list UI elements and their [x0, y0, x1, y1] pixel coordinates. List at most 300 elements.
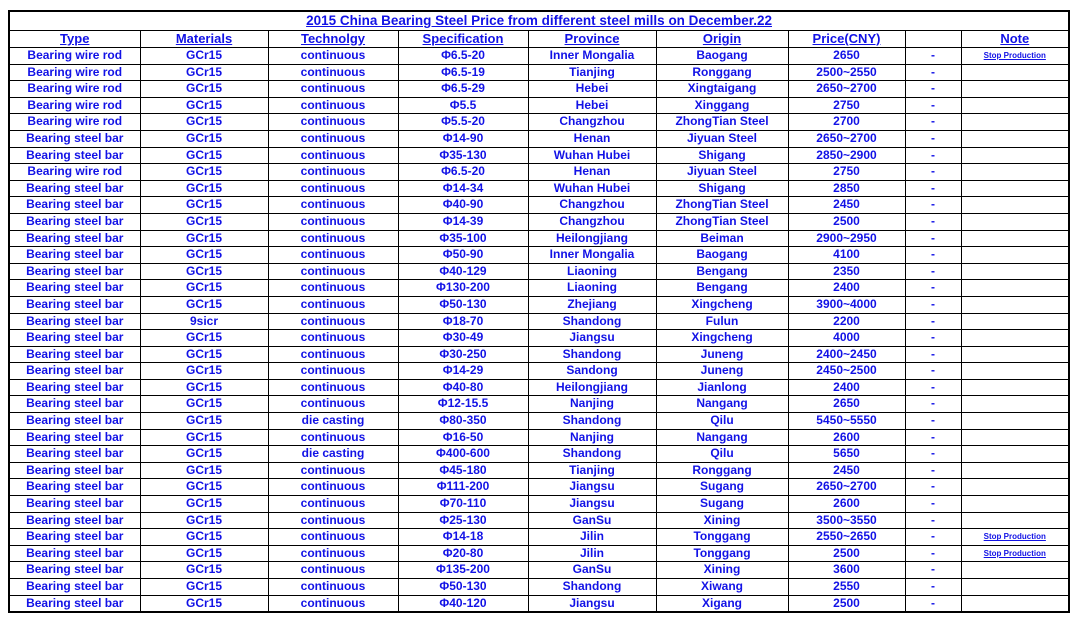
- cell-dash: -: [905, 479, 961, 496]
- price-table: [8, 10, 1070, 613]
- cell-dash: -: [905, 48, 961, 65]
- cell-price: 2700: [788, 114, 905, 131]
- cell-province: Zhejiang: [528, 296, 656, 313]
- cell-note: [961, 479, 1069, 496]
- cell-type: Bearing wire rod: [9, 164, 140, 181]
- cell-origin: Tonggang: [656, 545, 788, 562]
- cell-materials: GCr15: [140, 180, 268, 197]
- cell-materials: GCr15: [140, 263, 268, 280]
- table-row: [9, 446, 1069, 463]
- cell-specification: Φ50-130: [398, 296, 528, 313]
- table-row: [9, 313, 1069, 330]
- cell-specification: Φ14-18: [398, 529, 528, 546]
- cell-technology: continuous: [268, 545, 398, 562]
- cell-materials: GCr15: [140, 413, 268, 430]
- cell-price: 2500~2550: [788, 64, 905, 81]
- cell-materials: GCr15: [140, 346, 268, 363]
- cell-type: Bearing steel bar: [9, 346, 140, 363]
- cell-dash: -: [905, 197, 961, 214]
- cell-price: 3600: [788, 562, 905, 579]
- cell-materials: GCr15: [140, 280, 268, 297]
- cell-price: 5450~5550: [788, 413, 905, 430]
- cell-materials: GCr15: [140, 130, 268, 147]
- cell-province: Inner Mongalia: [528, 247, 656, 264]
- cell-note: [961, 197, 1069, 214]
- cell-origin: Ronggang: [656, 462, 788, 479]
- cell-province: Shandong: [528, 446, 656, 463]
- cell-dash: -: [905, 114, 961, 131]
- cell-price: 2500: [788, 595, 905, 612]
- cell-dash: -: [905, 462, 961, 479]
- cell-specification: Φ111-200: [398, 479, 528, 496]
- cell-province: GanSu: [528, 562, 656, 579]
- cell-type: Bearing wire rod: [9, 114, 140, 131]
- cell-note: [961, 396, 1069, 413]
- cell-province: Sandong: [528, 363, 656, 380]
- cell-price: 2650: [788, 48, 905, 65]
- cell-dash: -: [905, 512, 961, 529]
- cell-type: Bearing steel bar: [9, 280, 140, 297]
- table-row: [9, 330, 1069, 347]
- cell-specification: Φ50-90: [398, 247, 528, 264]
- column-header-technology: Technolgy: [268, 31, 398, 48]
- cell-price: 2850~2900: [788, 147, 905, 164]
- column-header-materials: Materials: [140, 31, 268, 48]
- cell-type: Bearing steel bar: [9, 230, 140, 247]
- column-header-origin: Origin: [656, 31, 788, 48]
- table-row: [9, 64, 1069, 81]
- cell-materials: GCr15: [140, 429, 268, 446]
- column-header-dash: [905, 31, 961, 48]
- cell-type: Bearing steel bar: [9, 330, 140, 347]
- cell-materials: GCr15: [140, 81, 268, 98]
- table-row: [9, 363, 1069, 380]
- cell-origin: Qilu: [656, 446, 788, 463]
- table-row: [9, 512, 1069, 529]
- cell-note: Stop Production: [961, 529, 1069, 546]
- cell-technology: continuous: [268, 48, 398, 65]
- cell-dash: -: [905, 446, 961, 463]
- cell-note: [961, 114, 1069, 131]
- cell-province: Tianjing: [528, 64, 656, 81]
- cell-technology: continuous: [268, 529, 398, 546]
- cell-materials: GCr15: [140, 114, 268, 131]
- cell-technology: continuous: [268, 197, 398, 214]
- table-row: [9, 529, 1069, 546]
- cell-type: Bearing wire rod: [9, 48, 140, 65]
- cell-type: Bearing steel bar: [9, 180, 140, 197]
- cell-origin: Beiman: [656, 230, 788, 247]
- cell-origin: ZhongTian Steel: [656, 213, 788, 230]
- cell-technology: continuous: [268, 479, 398, 496]
- cell-materials: GCr15: [140, 363, 268, 380]
- cell-price: 4000: [788, 330, 905, 347]
- cell-specification: Φ400-600: [398, 446, 528, 463]
- cell-type: Bearing steel bar: [9, 130, 140, 147]
- table-row: [9, 180, 1069, 197]
- cell-type: Bearing steel bar: [9, 512, 140, 529]
- cell-note: [961, 97, 1069, 114]
- cell-specification: Φ40-120: [398, 595, 528, 612]
- cell-origin: Xinggang: [656, 97, 788, 114]
- cell-price: 3500~3550: [788, 512, 905, 529]
- cell-materials: GCr15: [140, 512, 268, 529]
- cell-technology: continuous: [268, 97, 398, 114]
- cell-dash: -: [905, 280, 961, 297]
- cell-origin: Juneng: [656, 363, 788, 380]
- cell-type: Bearing steel bar: [9, 197, 140, 214]
- cell-price: 2750: [788, 97, 905, 114]
- cell-materials: GCr15: [140, 97, 268, 114]
- cell-type: Bearing steel bar: [9, 545, 140, 562]
- cell-origin: Qilu: [656, 413, 788, 430]
- cell-origin: Shigang: [656, 180, 788, 197]
- cell-price: 2850: [788, 180, 905, 197]
- cell-province: Nanjing: [528, 396, 656, 413]
- cell-note: Stop Production: [961, 48, 1069, 65]
- table-row: [9, 413, 1069, 430]
- cell-dash: -: [905, 363, 961, 380]
- cell-specification: Φ14-90: [398, 130, 528, 147]
- cell-dash: -: [905, 180, 961, 197]
- cell-materials: GCr15: [140, 545, 268, 562]
- cell-technology: continuous: [268, 296, 398, 313]
- cell-note: [961, 164, 1069, 181]
- cell-note: [961, 296, 1069, 313]
- cell-specification: Φ80-350: [398, 413, 528, 430]
- cell-price: 2750: [788, 164, 905, 181]
- cell-origin: Fulun: [656, 313, 788, 330]
- cell-origin: Xingcheng: [656, 330, 788, 347]
- cell-note: [961, 595, 1069, 612]
- cell-origin: Sugang: [656, 479, 788, 496]
- cell-technology: continuous: [268, 429, 398, 446]
- column-header-note: Note: [961, 31, 1069, 48]
- cell-price: 2650~2700: [788, 130, 905, 147]
- cell-origin: Nangang: [656, 396, 788, 413]
- column-header-province: Province: [528, 31, 656, 48]
- cell-specification: Φ14-29: [398, 363, 528, 380]
- cell-dash: -: [905, 429, 961, 446]
- cell-dash: -: [905, 330, 961, 347]
- table-row: [9, 114, 1069, 131]
- cell-note: [961, 446, 1069, 463]
- cell-dash: -: [905, 130, 961, 147]
- cell-type: Bearing steel bar: [9, 595, 140, 612]
- cell-specification: Φ50-130: [398, 579, 528, 596]
- cell-technology: continuous: [268, 512, 398, 529]
- cell-dash: -: [905, 496, 961, 513]
- cell-province: Wuhan Hubei: [528, 180, 656, 197]
- table-row: [9, 396, 1069, 413]
- cell-note: [961, 230, 1069, 247]
- cell-technology: continuous: [268, 363, 398, 380]
- table-row: [9, 579, 1069, 596]
- cell-price: 2650~2700: [788, 81, 905, 98]
- cell-province: Liaoning: [528, 263, 656, 280]
- table-row: [9, 429, 1069, 446]
- cell-type: Bearing wire rod: [9, 64, 140, 81]
- cell-technology: continuous: [268, 130, 398, 147]
- cell-type: Bearing steel bar: [9, 429, 140, 446]
- cell-origin: Nangang: [656, 429, 788, 446]
- cell-technology: die casting: [268, 446, 398, 463]
- cell-technology: continuous: [268, 263, 398, 280]
- cell-specification: Φ16-50: [398, 429, 528, 446]
- cell-note: [961, 579, 1069, 596]
- table-row: [9, 81, 1069, 98]
- cell-materials: GCr15: [140, 247, 268, 264]
- cell-specification: Φ14-34: [398, 180, 528, 197]
- cell-price: 2450~2500: [788, 363, 905, 380]
- cell-specification: Φ40-129: [398, 263, 528, 280]
- cell-price: 2500: [788, 545, 905, 562]
- cell-dash: -: [905, 97, 961, 114]
- cell-dash: -: [905, 247, 961, 264]
- table-row: [9, 496, 1069, 513]
- cell-province: Hebei: [528, 81, 656, 98]
- page-title: 2015 China Bearing Steel Price from different steel mills on December.22: [9, 11, 1069, 31]
- cell-price: 2350: [788, 263, 905, 280]
- cell-price: 2500: [788, 213, 905, 230]
- cell-type: Bearing steel bar: [9, 446, 140, 463]
- cell-note: [961, 147, 1069, 164]
- cell-materials: GCr15: [140, 230, 268, 247]
- cell-origin: Juneng: [656, 346, 788, 363]
- cell-specification: Φ40-90: [398, 197, 528, 214]
- cell-price: 2600: [788, 429, 905, 446]
- cell-note: [961, 280, 1069, 297]
- cell-origin: Xiwang: [656, 579, 788, 596]
- cell-note: [961, 213, 1069, 230]
- cell-note: [961, 180, 1069, 197]
- cell-technology: continuous: [268, 147, 398, 164]
- cell-dash: -: [905, 296, 961, 313]
- cell-price: 2650~2700: [788, 479, 905, 496]
- cell-technology: continuous: [268, 313, 398, 330]
- cell-type: Bearing steel bar: [9, 363, 140, 380]
- cell-origin: ZhongTian Steel: [656, 197, 788, 214]
- cell-province: Liaoning: [528, 280, 656, 297]
- cell-note: [961, 263, 1069, 280]
- cell-origin: Baogang: [656, 48, 788, 65]
- table-row: [9, 197, 1069, 214]
- cell-note: [961, 130, 1069, 147]
- table-row: [9, 346, 1069, 363]
- cell-materials: GCr15: [140, 579, 268, 596]
- cell-technology: continuous: [268, 496, 398, 513]
- cell-price: 2600: [788, 496, 905, 513]
- column-header-type: Type: [9, 31, 140, 48]
- table-row: [9, 164, 1069, 181]
- cell-price: 2400: [788, 379, 905, 396]
- cell-materials: GCr15: [140, 330, 268, 347]
- cell-type: Bearing steel bar: [9, 213, 140, 230]
- cell-specification: Φ40-80: [398, 379, 528, 396]
- cell-note: [961, 247, 1069, 264]
- table-row: [9, 595, 1069, 612]
- cell-materials: GCr15: [140, 479, 268, 496]
- cell-type: Bearing steel bar: [9, 396, 140, 413]
- table-row: [9, 130, 1069, 147]
- cell-specification: Φ5.5: [398, 97, 528, 114]
- cell-price: 2450: [788, 197, 905, 214]
- cell-type: Bearing steel bar: [9, 496, 140, 513]
- cell-materials: GCr15: [140, 496, 268, 513]
- cell-technology: die casting: [268, 413, 398, 430]
- cell-note: [961, 379, 1069, 396]
- cell-materials: GCr15: [140, 213, 268, 230]
- cell-province: Jiangsu: [528, 595, 656, 612]
- cell-dash: -: [905, 346, 961, 363]
- table-row: [9, 462, 1069, 479]
- column-header-specification: Specification: [398, 31, 528, 48]
- cell-specification: Φ6.5-20: [398, 164, 528, 181]
- cell-type: Bearing steel bar: [9, 313, 140, 330]
- cell-note: [961, 429, 1069, 446]
- cell-materials: GCr15: [140, 379, 268, 396]
- cell-technology: continuous: [268, 379, 398, 396]
- cell-province: Nanjing: [528, 429, 656, 446]
- cell-technology: continuous: [268, 396, 398, 413]
- cell-materials: GCr15: [140, 64, 268, 81]
- cell-note: [961, 64, 1069, 81]
- cell-province: Henan: [528, 130, 656, 147]
- table-row: [9, 296, 1069, 313]
- title-row: [9, 11, 1069, 31]
- table-row: [9, 247, 1069, 264]
- cell-dash: -: [905, 579, 961, 596]
- cell-technology: continuous: [268, 114, 398, 131]
- cell-origin: Bengang: [656, 280, 788, 297]
- cell-province: Jilin: [528, 545, 656, 562]
- cell-type: Bearing wire rod: [9, 97, 140, 114]
- cell-technology: continuous: [268, 213, 398, 230]
- cell-province: Tianjing: [528, 462, 656, 479]
- price-sheet: [8, 10, 1070, 613]
- cell-province: Changzhou: [528, 213, 656, 230]
- cell-specification: Φ35-100: [398, 230, 528, 247]
- cell-dash: -: [905, 396, 961, 413]
- cell-technology: continuous: [268, 330, 398, 347]
- cell-specification: Φ25-130: [398, 512, 528, 529]
- table-row: [9, 97, 1069, 114]
- cell-materials: GCr15: [140, 147, 268, 164]
- cell-dash: -: [905, 64, 961, 81]
- cell-technology: continuous: [268, 346, 398, 363]
- cell-specification: Φ6.5-29: [398, 81, 528, 98]
- cell-origin: Sugang: [656, 496, 788, 513]
- cell-province: Inner Mongalia: [528, 48, 656, 65]
- cell-dash: -: [905, 562, 961, 579]
- cell-specification: Φ70-110: [398, 496, 528, 513]
- cell-province: Changzhou: [528, 197, 656, 214]
- table-row: [9, 48, 1069, 65]
- cell-dash: -: [905, 147, 961, 164]
- table-row: [9, 230, 1069, 247]
- table-row: [9, 213, 1069, 230]
- cell-province: Shandong: [528, 579, 656, 596]
- cell-note: [961, 346, 1069, 363]
- cell-type: Bearing steel bar: [9, 147, 140, 164]
- cell-price: 2550: [788, 579, 905, 596]
- cell-note: [961, 313, 1069, 330]
- cell-materials: GCr15: [140, 48, 268, 65]
- column-header-price: Price(CNY): [788, 31, 905, 48]
- cell-technology: continuous: [268, 81, 398, 98]
- cell-price: 2900~2950: [788, 230, 905, 247]
- cell-specification: Φ18-70: [398, 313, 528, 330]
- cell-province: Shandong: [528, 346, 656, 363]
- cell-type: Bearing steel bar: [9, 247, 140, 264]
- table-row: [9, 147, 1069, 164]
- cell-materials: GCr15: [140, 164, 268, 181]
- cell-origin: Bengang: [656, 263, 788, 280]
- cell-province: Jiangsu: [528, 496, 656, 513]
- cell-technology: continuous: [268, 164, 398, 181]
- cell-dash: -: [905, 230, 961, 247]
- cell-type: Bearing wire rod: [9, 81, 140, 98]
- cell-note: [961, 496, 1069, 513]
- cell-province: GanSu: [528, 512, 656, 529]
- cell-technology: continuous: [268, 247, 398, 264]
- cell-province: Heilongjiang: [528, 379, 656, 396]
- cell-dash: -: [905, 529, 961, 546]
- cell-province: Shandong: [528, 313, 656, 330]
- cell-province: Jiangsu: [528, 479, 656, 496]
- cell-province: Wuhan Hubei: [528, 147, 656, 164]
- cell-note: [961, 81, 1069, 98]
- cell-materials: GCr15: [140, 296, 268, 313]
- cell-specification: Φ35-130: [398, 147, 528, 164]
- table-row: [9, 479, 1069, 496]
- cell-province: Shandong: [528, 413, 656, 430]
- cell-specification: Φ14-39: [398, 213, 528, 230]
- cell-note: [961, 462, 1069, 479]
- cell-price: 2400: [788, 280, 905, 297]
- cell-price: 2450: [788, 462, 905, 479]
- cell-origin: Baogang: [656, 247, 788, 264]
- cell-origin: Jiyuan Steel: [656, 130, 788, 147]
- cell-specification: Φ20-80: [398, 545, 528, 562]
- table-row: [9, 280, 1069, 297]
- cell-type: Bearing steel bar: [9, 579, 140, 596]
- cell-origin: Jianlong: [656, 379, 788, 396]
- cell-specification: Φ130-200: [398, 280, 528, 297]
- cell-specification: Φ12-15.5: [398, 396, 528, 413]
- cell-note: Stop Production: [961, 545, 1069, 562]
- cell-origin: ZhongTian Steel: [656, 114, 788, 131]
- cell-origin: Ronggang: [656, 64, 788, 81]
- cell-province: Jiangsu: [528, 330, 656, 347]
- cell-materials: GCr15: [140, 529, 268, 546]
- cell-dash: -: [905, 313, 961, 330]
- cell-technology: continuous: [268, 595, 398, 612]
- cell-technology: continuous: [268, 180, 398, 197]
- cell-province: Changzhou: [528, 114, 656, 131]
- cell-price: 5650: [788, 446, 905, 463]
- table-row: [9, 562, 1069, 579]
- cell-specification: Φ30-250: [398, 346, 528, 363]
- cell-technology: continuous: [268, 462, 398, 479]
- cell-type: Bearing steel bar: [9, 529, 140, 546]
- cell-province: Jilin: [528, 529, 656, 546]
- cell-note: [961, 512, 1069, 529]
- cell-type: Bearing steel bar: [9, 562, 140, 579]
- cell-price: 2650: [788, 396, 905, 413]
- cell-type: Bearing steel bar: [9, 413, 140, 430]
- cell-dash: -: [905, 81, 961, 98]
